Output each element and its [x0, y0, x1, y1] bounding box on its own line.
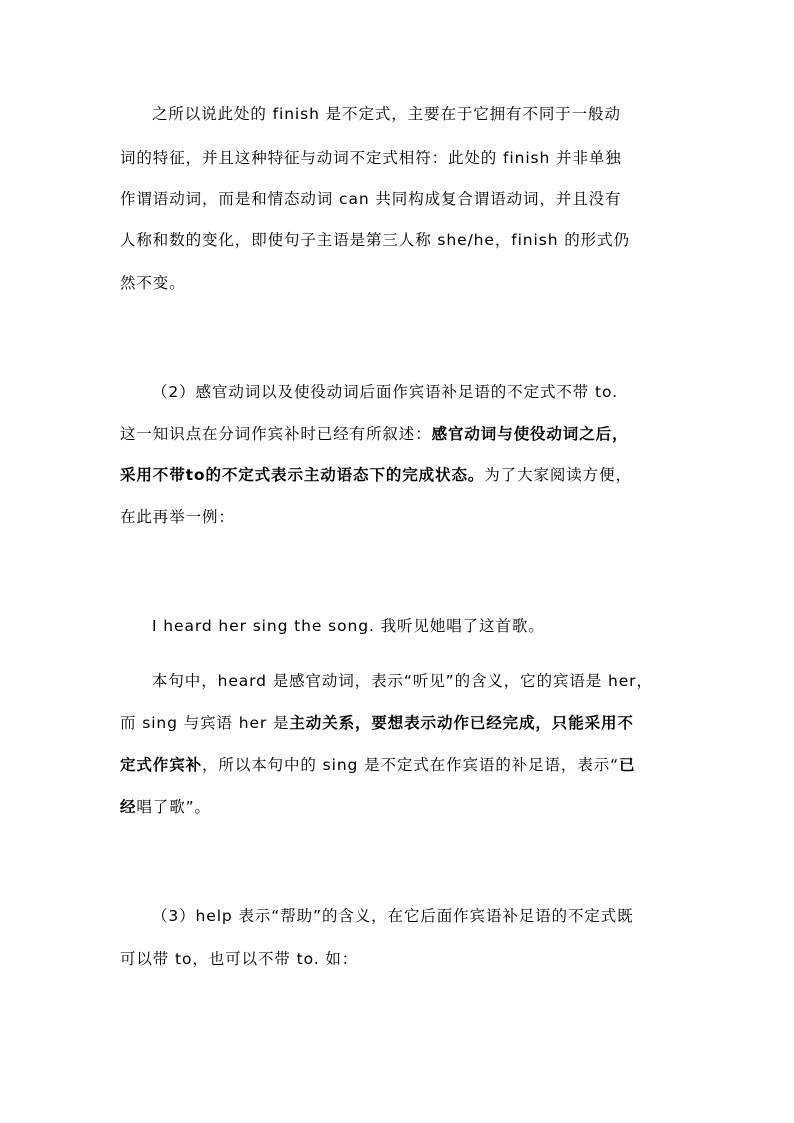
para2-line-1: （2）感官动词以及使役动词后面作宾语补足语的不定式不带 to.: [152, 383, 618, 401]
para2-line-3: [120, 465, 632, 485]
para3-line-3-bold-2: 已: [619, 756, 636, 774]
para1-line-4: 人称和数的变化，即使句子主语是第三人称 she/he，finish 的形式仍: [120, 231, 630, 249]
para2-line-4: 在此再举一例：: [120, 508, 235, 526]
para4-line-2: 可以带 to，也可以不带 to. 如：: [120, 950, 359, 968]
para2-line-3-bold: 采用不带to的不定式表示主动语态下的完成状态。: [120, 466, 485, 484]
para3-line-4-bold: 经: [120, 798, 137, 816]
para1-line-3: 作谓语动词，而是和情态动词 can 共同构成复合谓语动词，并且没有: [120, 190, 622, 208]
para2-line-2-normal: 这一知识点在分词作宾补时已经有所叙述：: [120, 425, 432, 443]
para3-line-3: [120, 755, 635, 775]
example-translation: 我听见她唱了这首歌。: [380, 617, 545, 635]
para3-line-3-normal: ，所以本句中的 sing 是不定式在作宾语的补足语，表示“: [202, 756, 620, 774]
para3-line-4-normal: 唱了歌”。: [136, 798, 211, 816]
para1-line-5: 然不变。: [120, 274, 186, 292]
example-sentence: [152, 616, 545, 636]
para1-line-1: 之所以说此处的 finish 是不定式，主要在于它拥有不同于一般动: [152, 105, 621, 123]
para3-line-4: [120, 797, 211, 817]
para2-line-3-normal: 为了大家阅读方便，: [484, 466, 632, 484]
para3-line-2: [120, 713, 634, 733]
para3-line-3-bold: 定式作宾补: [120, 756, 203, 774]
para3-line-2-bold: 主动关系，要想表示动作已经完成，只能采用不: [289, 714, 634, 732]
para3-line-1: 本句中，heard 是感官动词，表示“听见”的含义，它的宾语是 her，: [152, 672, 653, 690]
para2-line-2-bold: 感官动词与使役动词之后，: [431, 425, 629, 443]
para3-line-2-normal: 而 sing 与宾语 her 是: [120, 714, 290, 732]
example-part-c: the song.: [288, 617, 381, 635]
para2-line-2: [120, 424, 628, 444]
example-part-b: sing: [252, 617, 289, 635]
example-part-a: I heard her: [152, 617, 253, 635]
para1-line-2: 词的特征，并且这种特征与动词不定式相符：此处的 finish 并非单独: [120, 149, 622, 167]
para4-line-1: （3）help 表示“帮助”的含义，在它后面作宾语补足语的不定式既: [152, 907, 634, 925]
